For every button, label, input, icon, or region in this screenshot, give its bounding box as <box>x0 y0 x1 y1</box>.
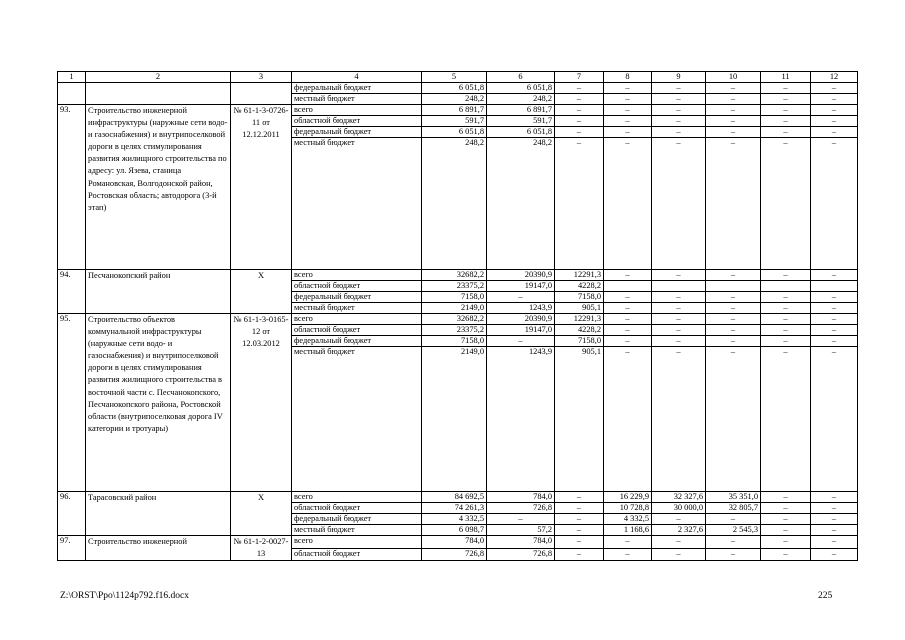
value-cell: – <box>811 138 858 270</box>
value-cell: – <box>706 548 761 561</box>
value-cell: 6 098,7 <box>422 525 487 536</box>
funding-source: федеральный бюджет <box>292 514 422 525</box>
value-cell: 10 728,8 <box>604 503 652 514</box>
funding-source: местный бюджет <box>292 525 422 536</box>
value-cell: – <box>555 525 604 536</box>
value-cell: – <box>811 105 858 116</box>
value-cell: – <box>811 127 858 138</box>
value-cell: – <box>652 127 706 138</box>
header-cell: 10 <box>706 72 761 83</box>
object-name: Строительство инженерной <box>86 536 231 561</box>
value-cell: – <box>604 336 652 347</box>
value-cell: – <box>811 492 858 503</box>
value-cell: – <box>706 127 761 138</box>
value-cell: – <box>761 514 811 525</box>
value-cell: – <box>487 514 555 525</box>
value-cell: – <box>652 138 706 270</box>
value-cell: – <box>652 83 706 94</box>
value-cell <box>761 281 811 292</box>
value-cell: – <box>811 303 858 314</box>
value-cell: – <box>706 303 761 314</box>
value-cell: 32 805,7 <box>706 503 761 514</box>
value-cell: 248,2 <box>422 94 487 105</box>
value-cell: 784,0 <box>422 536 487 549</box>
value-cell: 784,0 <box>487 536 555 549</box>
budget-table <box>57 71 858 561</box>
value-cell: 23375,2 <box>422 281 487 292</box>
value-cell: – <box>811 514 858 525</box>
value-cell: – <box>555 536 604 549</box>
value-cell: 6 891,7 <box>487 105 555 116</box>
funding-source: федеральный бюджет <box>292 83 422 94</box>
header-cell: 5 <box>422 72 487 83</box>
value-cell: – <box>555 492 604 503</box>
value-cell: – <box>652 314 706 325</box>
value-cell: – <box>761 292 811 303</box>
value-cell: – <box>604 138 652 270</box>
value-cell: – <box>761 347 811 492</box>
value-cell: – <box>706 105 761 116</box>
value-cell: – <box>604 270 652 281</box>
value-cell: – <box>761 525 811 536</box>
funding-source: федеральный бюджет <box>292 127 422 138</box>
table-row <box>58 270 858 281</box>
object-name: Строительство инженерной инфраструктуры (наружные сети водо- и газоснабжения) и внутрипоселковой дороги в целях стимулирования развития жилищного строительства по адресу: ул. Язева, станица Романовская, Волгодонской район, Ростовская область; автодорога (3-й этап) <box>86 105 231 270</box>
value-cell: – <box>811 536 858 549</box>
value-cell: 7158,0 <box>422 292 487 303</box>
row-number: 96. <box>58 492 86 536</box>
header-cell: 12 <box>811 72 858 83</box>
value-cell: – <box>652 548 706 561</box>
value-cell <box>604 281 652 292</box>
value-cell: – <box>761 105 811 116</box>
value-cell: – <box>706 94 761 105</box>
value-cell: – <box>652 105 706 116</box>
value-cell: – <box>706 325 761 336</box>
value-cell: – <box>604 116 652 127</box>
header-cell: 7 <box>555 72 604 83</box>
value-cell: 7158,0 <box>422 336 487 347</box>
value-cell: 23375,2 <box>422 325 487 336</box>
value-cell: 4 332,5 <box>604 514 652 525</box>
value-cell: – <box>811 270 858 281</box>
value-cell: – <box>604 292 652 303</box>
funding-source: областной бюджет <box>292 503 422 514</box>
funding-source: местный бюджет <box>292 347 422 492</box>
funding-source: областной бюджет <box>292 325 422 336</box>
value-cell: – <box>706 138 761 270</box>
document-reference: № 61-1-2-0027-13 <box>231 536 292 561</box>
value-cell: 2149,0 <box>422 303 487 314</box>
value-cell: – <box>706 536 761 549</box>
funding-source: всего <box>292 536 422 549</box>
value-cell: – <box>811 314 858 325</box>
value-cell: – <box>487 336 555 347</box>
value-cell: – <box>761 492 811 503</box>
value-cell: – <box>706 514 761 525</box>
value-cell: – <box>761 325 811 336</box>
value-cell: 726,8 <box>422 548 487 561</box>
funding-source: местный бюджет <box>292 303 422 314</box>
value-cell: 6 051,8 <box>487 127 555 138</box>
value-cell: – <box>487 292 555 303</box>
header-cell: 8 <box>604 72 652 83</box>
value-cell: – <box>811 83 858 94</box>
value-cell: 19147,0 <box>487 281 555 292</box>
value-cell: 1243,9 <box>487 347 555 492</box>
value-cell: 6 891,7 <box>422 105 487 116</box>
value-cell: – <box>706 116 761 127</box>
document-reference: Х <box>231 270 292 314</box>
funding-source: областной бюджет <box>292 116 422 127</box>
value-cell: 84 692,5 <box>422 492 487 503</box>
value-cell: – <box>811 548 858 561</box>
value-cell: 6 051,8 <box>487 83 555 94</box>
value-cell: – <box>761 303 811 314</box>
table-row <box>58 536 858 549</box>
value-cell <box>652 281 706 292</box>
value-cell: – <box>761 503 811 514</box>
funding-source: федеральный бюджет <box>292 336 422 347</box>
value-cell: 19147,0 <box>487 325 555 336</box>
header-cell: 6 <box>487 72 555 83</box>
funding-source: федеральный бюджет <box>292 292 422 303</box>
value-cell: – <box>652 94 706 105</box>
table-row <box>58 105 858 116</box>
value-cell: 248,2 <box>422 138 487 270</box>
document-reference: № 61-1-3-0165-12 от 12.03.2012 <box>231 314 292 492</box>
value-cell: – <box>604 548 652 561</box>
value-cell: – <box>811 336 858 347</box>
value-cell: – <box>604 536 652 549</box>
value-cell: 4228,2 <box>555 281 604 292</box>
value-cell: – <box>604 347 652 492</box>
row-number: 95. <box>58 314 86 492</box>
value-cell: – <box>652 325 706 336</box>
value-cell: 4228,2 <box>555 325 604 336</box>
value-cell: – <box>811 292 858 303</box>
value-cell: – <box>604 314 652 325</box>
value-cell: – <box>761 270 811 281</box>
header-cell: 9 <box>652 72 706 83</box>
value-cell: – <box>652 292 706 303</box>
value-cell <box>811 281 858 292</box>
header-cell: 2 <box>86 72 231 83</box>
value-cell: 32682,2 <box>422 270 487 281</box>
value-cell: – <box>604 325 652 336</box>
value-cell: 726,8 <box>487 548 555 561</box>
value-cell: 32682,2 <box>422 314 487 325</box>
value-cell: 248,2 <box>487 138 555 270</box>
value-cell: 905,1 <box>555 303 604 314</box>
value-cell: 20390,9 <box>487 270 555 281</box>
document-reference: Х <box>231 492 292 536</box>
header-cell: 1 <box>58 72 86 83</box>
value-cell: 74 261,3 <box>422 503 487 514</box>
funding-source: всего <box>292 270 422 281</box>
value-cell: 248,2 <box>487 94 555 105</box>
value-cell: – <box>652 514 706 525</box>
value-cell: – <box>555 105 604 116</box>
value-cell: – <box>811 525 858 536</box>
object-name: Песчанокопский район <box>86 270 231 314</box>
value-cell: 20390,9 <box>487 314 555 325</box>
header-cell: 3 <box>231 72 292 83</box>
header-cell: 4 <box>292 72 422 83</box>
value-cell: – <box>706 347 761 492</box>
funding-source: всего <box>292 314 422 325</box>
value-cell: 2149,0 <box>422 347 487 492</box>
value-cell: 32 327,6 <box>652 492 706 503</box>
value-cell: 7158,0 <box>555 292 604 303</box>
value-cell: – <box>555 83 604 94</box>
value-cell: 12291,3 <box>555 270 604 281</box>
funding-source: областной бюджет <box>292 281 422 292</box>
value-cell: – <box>555 514 604 525</box>
value-cell: – <box>652 270 706 281</box>
value-cell: 30 000,0 <box>652 503 706 514</box>
value-cell: – <box>652 347 706 492</box>
value-cell: – <box>706 83 761 94</box>
value-cell: – <box>555 116 604 127</box>
funding-source: областной бюджет <box>292 548 422 561</box>
value-cell: 12291,3 <box>555 314 604 325</box>
value-cell: 726,8 <box>487 503 555 514</box>
funding-source: всего <box>292 492 422 503</box>
value-cell: 591,7 <box>422 116 487 127</box>
value-cell: – <box>761 116 811 127</box>
row-number: 97. <box>58 536 86 561</box>
value-cell: – <box>555 138 604 270</box>
value-cell: – <box>761 314 811 325</box>
value-cell: 2 545,3 <box>706 525 761 536</box>
value-cell: – <box>652 536 706 549</box>
row-number <box>58 83 86 105</box>
value-cell: – <box>761 536 811 549</box>
value-cell: – <box>555 94 604 105</box>
value-cell: – <box>652 116 706 127</box>
document-reference: № 61-1-3-0726-11 от 12.12.2011 <box>231 105 292 270</box>
value-cell: 591,7 <box>487 116 555 127</box>
value-cell: 6 051,8 <box>422 127 487 138</box>
value-cell: – <box>761 336 811 347</box>
value-cell: – <box>555 548 604 561</box>
value-cell: – <box>604 127 652 138</box>
value-cell: – <box>811 94 858 105</box>
table-row <box>58 314 858 325</box>
value-cell: – <box>652 336 706 347</box>
value-cell: – <box>761 83 811 94</box>
value-cell: 6 051,8 <box>422 83 487 94</box>
value-cell: 2 327,6 <box>652 525 706 536</box>
table-row <box>58 492 858 503</box>
header-cell: 11 <box>761 72 811 83</box>
value-cell: – <box>706 336 761 347</box>
value-cell: – <box>811 325 858 336</box>
value-cell <box>706 281 761 292</box>
value-cell: – <box>761 138 811 270</box>
value-cell: – <box>706 270 761 281</box>
value-cell: 4 332,5 <box>422 514 487 525</box>
funding-source: местный бюджет <box>292 138 422 270</box>
value-cell: – <box>761 548 811 561</box>
value-cell: – <box>604 94 652 105</box>
value-cell: – <box>811 347 858 492</box>
funding-source: всего <box>292 105 422 116</box>
value-cell: – <box>761 127 811 138</box>
value-cell: 1243,9 <box>487 303 555 314</box>
footer-file-path: Z:\ORST\Ppo\1124p792.f16.docx <box>60 591 189 601</box>
value-cell: – <box>761 94 811 105</box>
value-cell: – <box>706 292 761 303</box>
value-cell: 35 351,0 <box>706 492 761 503</box>
document-reference <box>231 83 292 105</box>
table-row <box>58 83 858 94</box>
value-cell: 905,1 <box>555 347 604 492</box>
value-cell: – <box>555 127 604 138</box>
value-cell: – <box>604 105 652 116</box>
value-cell: 7158,0 <box>555 336 604 347</box>
value-cell: – <box>811 116 858 127</box>
funding-source: местный бюджет <box>292 94 422 105</box>
value-cell: 57,2 <box>487 525 555 536</box>
column-number-header <box>58 72 858 83</box>
row-number: 93. <box>58 105 86 270</box>
object-name: Строительство объектов коммунальной инфраструктуры (наружные сети водо- и газоснабжения) и внутрипоселковой дороги в целях стимулирования развития жилищного строительства в восточной части с. Песчанокопского, Песчанокопского района, Ростовской области (внутрипоселковая дорога IV категории и тротуары) <box>86 314 231 492</box>
value-cell: – <box>811 503 858 514</box>
value-cell: – <box>652 303 706 314</box>
row-number: 94. <box>58 270 86 314</box>
value-cell: 784,0 <box>487 492 555 503</box>
object-name: Тарасовский район <box>86 492 231 536</box>
value-cell: – <box>706 314 761 325</box>
value-cell: – <box>555 503 604 514</box>
value-cell: – <box>604 303 652 314</box>
value-cell: 16 229,9 <box>604 492 652 503</box>
value-cell: 1 168,6 <box>604 525 652 536</box>
object-name <box>86 83 231 105</box>
value-cell: – <box>604 83 652 94</box>
document-page <box>57 71 837 561</box>
page-number: 225 <box>818 591 833 601</box>
